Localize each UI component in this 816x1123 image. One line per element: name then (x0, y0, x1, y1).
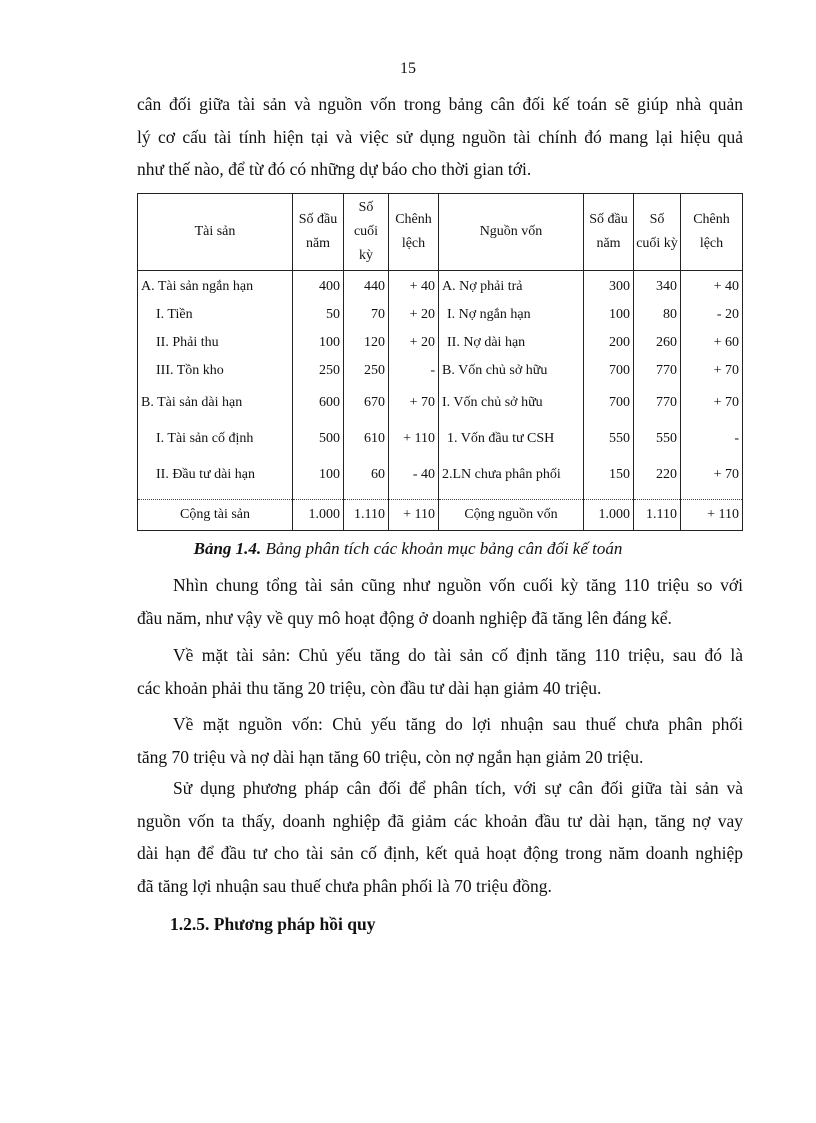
table-caption (0, 539, 816, 559)
cell-asset-start: 600 (293, 385, 344, 421)
cell-asset-diff: + 20 (389, 301, 439, 329)
cell-source-start: 700 (584, 385, 634, 421)
intro-paragraph (137, 88, 743, 186)
cell-asset-start: 250 (293, 357, 344, 385)
table-row (138, 301, 743, 329)
text-line: tăng 70 triệu và nợ dài hạn tăng 60 triệu, còn nợ ngắn hạn giảm 20 triệu. (137, 746, 644, 767)
total-asset-start: 1.000 (293, 500, 344, 531)
cell-asset-start: 100 (293, 329, 344, 357)
cell-source: 2.LN chưa phân phối (439, 457, 584, 500)
paragraph-sources (137, 708, 743, 773)
cell-asset-end: 610 (344, 421, 389, 457)
cell-source: I. Nợ ngắn hạn (439, 301, 584, 329)
header-start-left: Số đầu năm (293, 194, 344, 271)
text-line: lý cơ cấu tài tính hiện tại và việc sử dụng nguồn tài chính đó mang lại hiệu quả (137, 126, 743, 147)
cell-source: I. Vốn chủ sở hữu (439, 385, 584, 421)
caption-text: Bảng phân tích các khoản mục bảng cân đối kế toán (261, 539, 623, 558)
cell-asset-start: 50 (293, 301, 344, 329)
cell-source-diff: - 20 (681, 301, 743, 329)
cell-source-diff: + 70 (681, 385, 743, 421)
paragraph-method (137, 772, 743, 902)
cell-asset-diff: + 20 (389, 329, 439, 357)
cell-source-end: 80 (634, 301, 681, 329)
text-line: cân đối giữa tài sản và nguồn vốn trong bảng cân đối kế toán sẽ giúp nhà quản (137, 94, 743, 114)
header-end-left: Số cuối kỳ (344, 194, 389, 271)
text-line: đã tăng lợi nhuận sau thuế chưa phân phối là 70 triệu đồng. (137, 875, 552, 896)
cell-asset-diff: - (389, 357, 439, 385)
cell-source-end: 220 (634, 457, 681, 500)
total-source-diff: + 110 (681, 500, 743, 531)
cell-asset-diff: - 40 (389, 457, 439, 500)
text-line: đầu năm, như vậy về quy mô hoạt động ở doanh nghiệp đã tăng lên đáng kể. (137, 607, 672, 628)
cell-asset-end: 440 (344, 271, 389, 302)
cell-source-end: 340 (634, 271, 681, 302)
total-source-start: 1.000 (584, 500, 634, 531)
balance-sheet-table (137, 193, 743, 531)
cell-source-diff: + 70 (681, 457, 743, 500)
cell-asset: I. Tiền (138, 301, 293, 329)
text-line: Nhìn chung tổng tài sản cũng như nguồn vốn cuối kỳ tăng 110 triệu so với (173, 575, 743, 595)
paragraph-summary (137, 569, 743, 634)
table-total-row (138, 500, 743, 531)
cell-source: II. Nợ dài hạn (439, 329, 584, 357)
text-line: dài hạn để đầu tư cho tài sản cố định, kết quả hoạt động trong năm doanh nghiệp (137, 843, 743, 863)
cell-asset: A. Tài sản ngắn hạn (138, 271, 293, 302)
cell-asset-end: 670 (344, 385, 389, 421)
total-source-label: Cộng nguồn vốn (439, 500, 584, 531)
cell-asset-start: 100 (293, 457, 344, 500)
cell-source-diff: - (681, 421, 743, 457)
cell-source: 1. Vốn đầu tư CSH (439, 421, 584, 457)
table-row (138, 329, 743, 357)
cell-source-start: 700 (584, 357, 634, 385)
table-header-row (138, 194, 743, 271)
cell-asset-start: 500 (293, 421, 344, 457)
table-row (138, 271, 743, 302)
cell-asset-diff: + 70 (389, 385, 439, 421)
header-source: Nguồn vốn (439, 194, 584, 271)
text-line: Về mặt tài sản: Chủ yếu tăng do tài sản cố định tăng 110 triệu, sau đó là (173, 645, 743, 665)
cell-source-end: 550 (634, 421, 681, 457)
text-line: Về mặt nguồn vốn: Chủ yếu tăng do lợi nhuận sau thuế chưa phân phối (173, 714, 743, 734)
cell-source-start: 200 (584, 329, 634, 357)
cell-asset-diff: + 40 (389, 271, 439, 302)
text-line: như thế nào, để từ đó có những dự báo cho thời gian tới. (137, 159, 532, 179)
cell-asset: II. Đầu tư dài hạn (138, 457, 293, 500)
text-line: nguồn vốn ta thấy, doanh nghiệp đã giảm các khoản đầu tư dài hạn, tăng nợ vay (137, 810, 743, 831)
cell-asset-end: 70 (344, 301, 389, 329)
cell-asset: B. Tài sản dài hạn (138, 385, 293, 421)
table-row (138, 385, 743, 421)
total-asset-end: 1.110 (344, 500, 389, 531)
total-source-end: 1.110 (634, 500, 681, 531)
caption-number: Bảng 1.4. (193, 539, 262, 558)
cell-source-start: 300 (584, 271, 634, 302)
header-diff-right: Chênh lệch (681, 194, 743, 271)
table-row (138, 421, 743, 457)
page-number: 15 (400, 60, 416, 77)
cell-source-end: 260 (634, 329, 681, 357)
cell-source-start: 100 (584, 301, 634, 329)
cell-asset: II. Phải thu (138, 329, 293, 357)
cell-asset-diff: + 110 (389, 421, 439, 457)
cell-source: A. Nợ phải trả (439, 271, 584, 302)
cell-asset-end: 250 (344, 357, 389, 385)
cell-source-end: 770 (634, 385, 681, 421)
text-line: các khoản phải thu tăng 20 triệu, còn đầu tư dài hạn giảm 40 triệu. (137, 677, 602, 698)
cell-source-diff: + 70 (681, 357, 743, 385)
cell-source: B. Vốn chủ sở hữu (439, 357, 584, 385)
header-end-right: Số cuối kỳ (634, 194, 681, 271)
cell-asset: I. Tài sản cố định (138, 421, 293, 457)
table-row (138, 457, 743, 500)
table-row (138, 357, 743, 385)
header-diff-left: Chênh lệch (389, 194, 439, 271)
total-asset-label: Cộng tài sản (138, 500, 293, 531)
cell-asset: III. Tồn kho (138, 357, 293, 385)
cell-source-start: 550 (584, 421, 634, 457)
cell-asset-end: 120 (344, 329, 389, 357)
header-asset: Tài sản (138, 194, 293, 271)
cell-source-end: 770 (634, 357, 681, 385)
cell-source-diff: + 40 (681, 271, 743, 302)
total-asset-diff: + 110 (389, 500, 439, 531)
section-heading: 1.2.5. Phương pháp hồi quy (170, 914, 376, 934)
paragraph-assets (137, 639, 743, 704)
cell-source-start: 150 (584, 457, 634, 500)
header-start-right: Số đầu năm (584, 194, 634, 271)
cell-asset-end: 60 (344, 457, 389, 500)
cell-source-diff: + 60 (681, 329, 743, 357)
text-line: Sử dụng phương pháp cân đối để phân tích, với sự cân đối giữa tài sản và (173, 778, 743, 798)
cell-asset-start: 400 (293, 271, 344, 302)
